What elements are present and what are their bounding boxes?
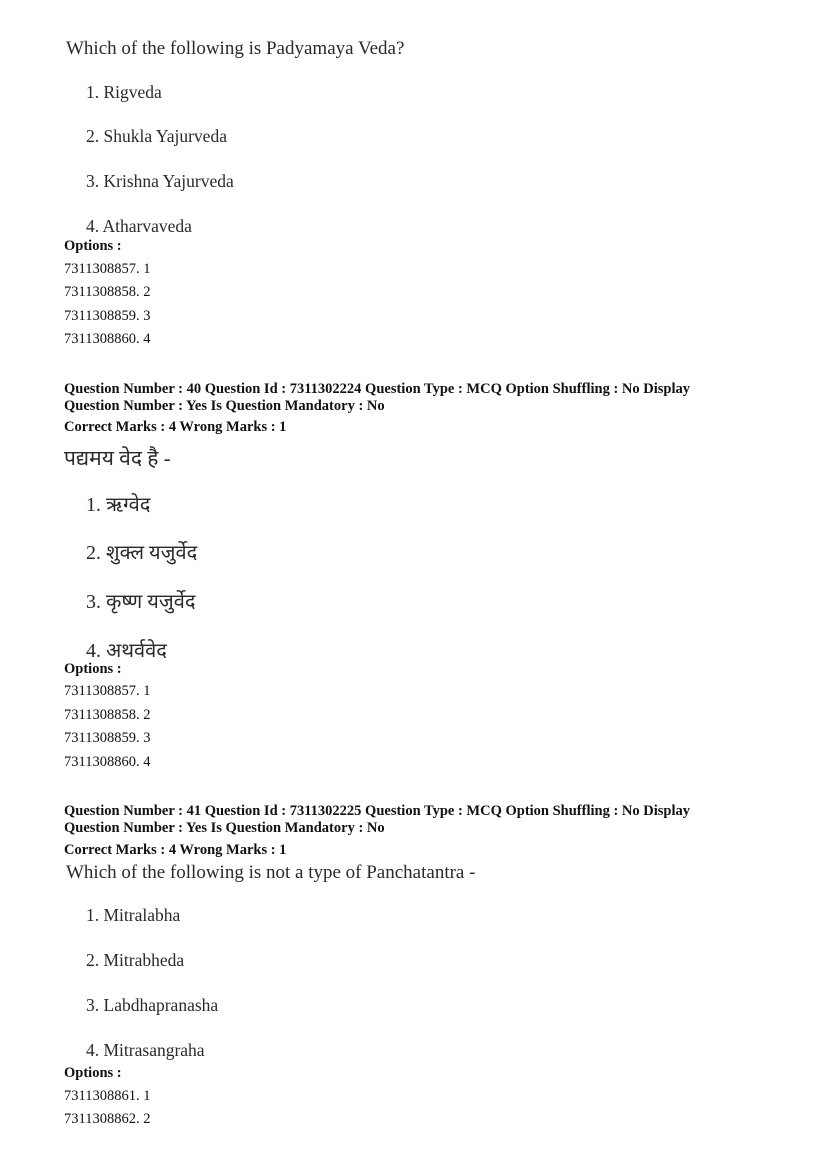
choice-item: 4. Mitrasangraha xyxy=(86,1040,205,1060)
option-id-line: 7311308860. 4 xyxy=(64,331,151,347)
question-text: पद्यमय वेद है - xyxy=(64,446,171,470)
question-header-line1: Question Number : 40 Question Id : 7311302224 Question Type : MCQ Option Shuffling : No Display xyxy=(64,381,690,397)
choice-item: 3. Labdhapranasha xyxy=(86,995,219,1015)
choice-item: 4. Atharvaveda xyxy=(86,216,192,236)
options-label: Options : xyxy=(64,661,122,677)
choice-item: 4. अथर्ववेद xyxy=(86,640,167,662)
marks-line: Correct Marks : 4 Wrong Marks : 1 xyxy=(64,842,287,858)
option-id-line: 7311308860. 4 xyxy=(64,754,151,770)
option-id-line: 7311308858. 2 xyxy=(64,284,151,300)
question-header-line2: Question Number : Yes Is Question Mandatory : No xyxy=(64,820,385,836)
question-header-line1: Question Number : 41 Question Id : 7311302225 Question Type : MCQ Option Shuffling : No Display xyxy=(64,803,690,819)
choice-item: 2. Shukla Yajurveda xyxy=(86,126,227,146)
option-id-line: 7311308859. 3 xyxy=(64,730,151,746)
question-text: Which of the following is not a type of Panchatantra - xyxy=(66,862,476,883)
option-id-line: 7311308857. 1 xyxy=(64,261,151,277)
choice-item: 2. Mitrabheda xyxy=(86,950,185,970)
options-label: Options : xyxy=(64,1065,122,1081)
question-text: Which of the following is Padyamaya Veda? xyxy=(66,38,405,59)
option-id-line: 7311308857. 1 xyxy=(64,683,151,699)
choice-item: 3. Krishna Yajurveda xyxy=(86,171,234,191)
option-id-line: 7311308861. 1 xyxy=(64,1088,151,1104)
choice-item: 2. शुक्ल यजुर्वेद xyxy=(86,542,198,564)
option-id-line: 7311308858. 2 xyxy=(64,707,151,723)
option-id-line: 7311308859. 3 xyxy=(64,308,151,324)
choice-item: 1. Rigveda xyxy=(86,82,162,102)
choice-item: 1. ऋग्वेद xyxy=(86,494,151,516)
marks-line: Correct Marks : 4 Wrong Marks : 1 xyxy=(64,419,287,435)
choice-item: 1. Mitralabha xyxy=(86,905,181,925)
question-header-line2: Question Number : Yes Is Question Mandatory : No xyxy=(64,398,385,414)
options-label: Options : xyxy=(64,238,122,254)
choice-item: 3. कृष्ण यजुर्वेद xyxy=(86,591,196,613)
option-id-line: 7311308862. 2 xyxy=(64,1111,151,1127)
